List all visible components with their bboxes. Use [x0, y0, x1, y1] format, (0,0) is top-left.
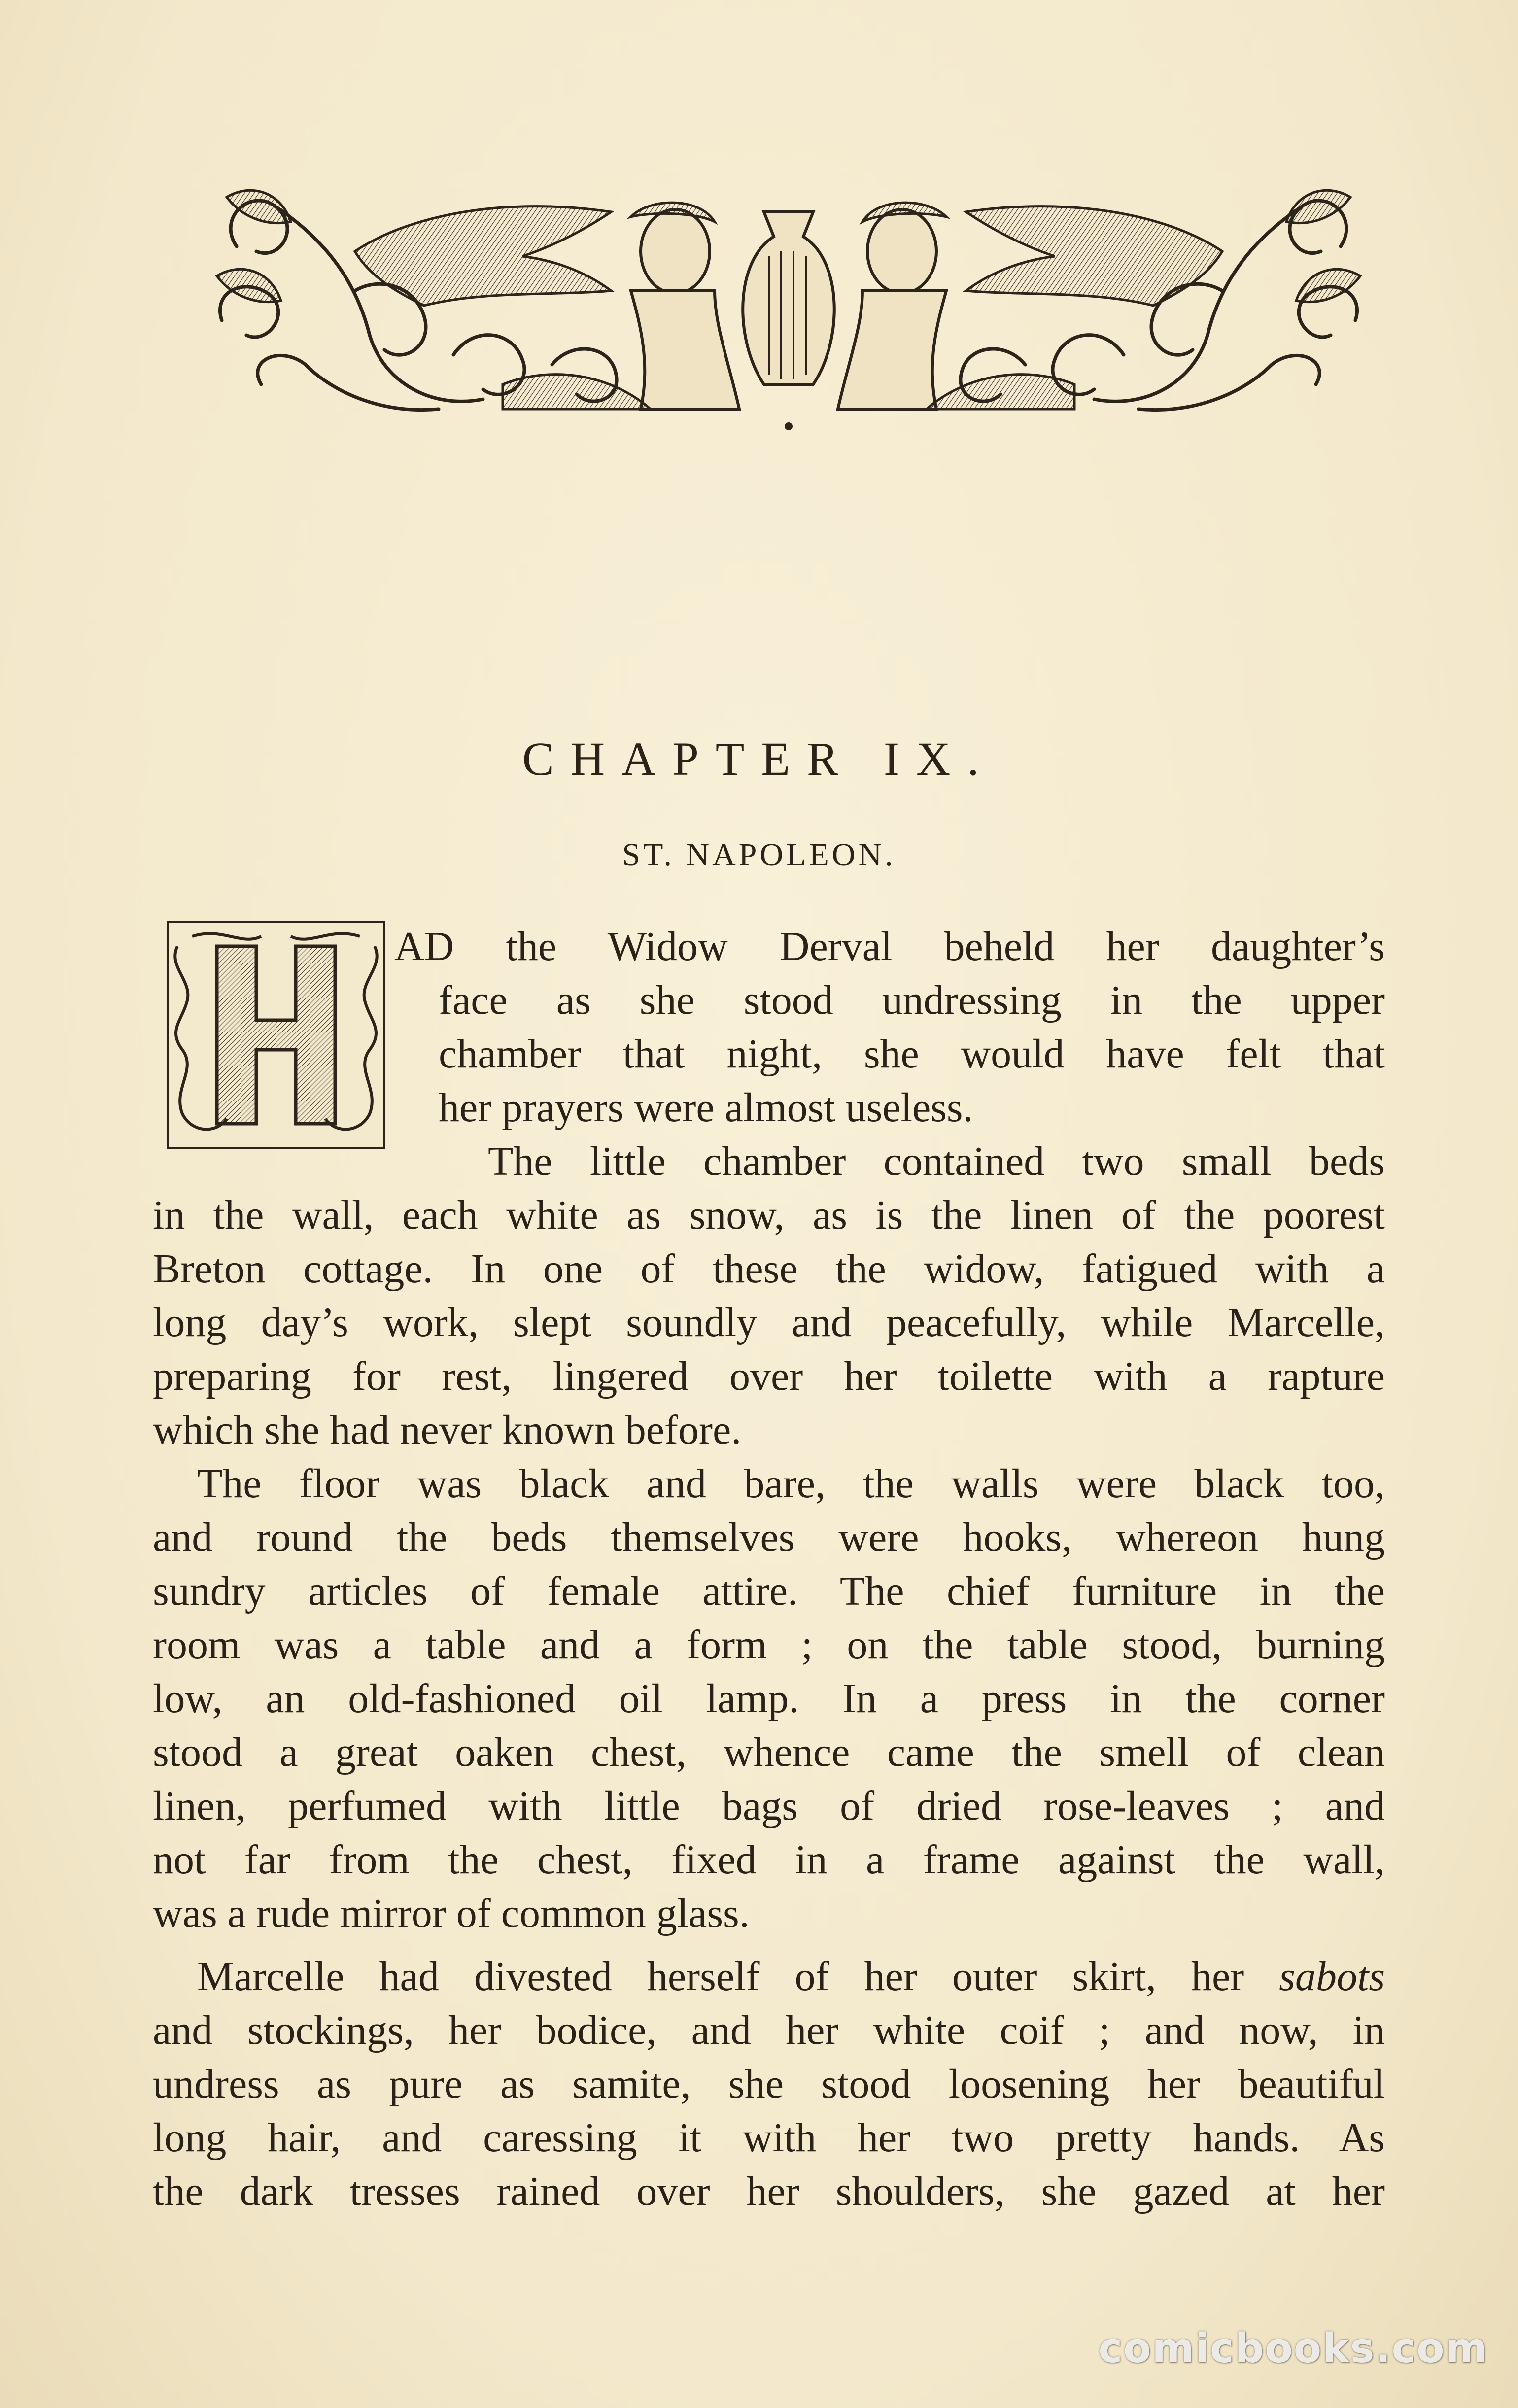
text-line: Breton cottage. In one of these the widow, fatigued with a: [153, 1246, 1385, 1292]
chapter-subtitle: ST. NAPOLEON.: [622, 837, 896, 873]
text-line: chamber that night, she would have felt that: [439, 1031, 1385, 1077]
text-line: face as she stood undressing in the upper: [439, 977, 1385, 1023]
text-line: long day’s work, slept soundly and peacefully, while Marcelle,: [153, 1300, 1385, 1345]
paragraph-4: [153, 1950, 1385, 2218]
text-line: The floor was black and bare, the walls were black too,: [197, 1461, 1385, 1507]
text-line: not far from the chest, fixed in a frame against the wall,: [153, 1837, 1385, 1883]
drop-cap-letter: H: [218, 948, 334, 1111]
italic-word: sabots: [1279, 1954, 1385, 1999]
drop-cap-h-icon: [163, 917, 389, 1153]
text-line: in the wall, each white as snow, as is the linen of the poorest: [153, 1192, 1385, 1238]
text-line: stood a great oaken chest, whence came the smell of clean: [153, 1729, 1385, 1775]
text-line: low, an old-fashioned oil lamp. In a press in the corner: [153, 1676, 1385, 1721]
ornamental-headpiece-icon: [207, 177, 1370, 434]
text-line: her prayers were almost useless.: [439, 1085, 973, 1131]
text-line: [153, 1950, 1385, 2003]
text-line: The little chamber contained two small beds: [488, 1138, 1385, 1184]
text-line: and stockings, her bodice, and her white coif ; and now, in: [153, 2007, 1385, 2053]
text-line: linen, perfumed with little bags of dried rose-leaves ; and: [153, 1783, 1385, 1829]
text-line: which she had never known before.: [153, 1407, 742, 1453]
text-line: room was a table and a form ; on the table stood, burning: [153, 1622, 1385, 1668]
paragraph-2: [153, 1135, 1385, 1457]
chapter-title: CHAPTER IX.: [522, 732, 996, 785]
text-line: the dark tresses rained over her shoulders, she gazed at her: [153, 2168, 1385, 2214]
paragraph-3: [153, 1457, 1385, 1940]
text-line: preparing for rest, lingered over her toilette with a rapture: [153, 1353, 1385, 1399]
text-line: sundry articles of female attire. The chief furniture in the: [153, 1568, 1385, 1614]
text-line: AD the Widow Derval beheld her daughter’s: [394, 924, 1385, 969]
text-line: was a rude mirror of common glass.: [153, 1891, 750, 1936]
text-line: and round the beds themselves were hooks, whereon hung: [153, 1514, 1385, 1560]
text-run: Marcelle had divested herself of her outer skirt, her: [197, 1954, 1244, 1999]
text-line: undress as pure as samite, she stood loosening her beautiful: [153, 2061, 1385, 2107]
watermark: comicbooks.com: [1098, 2325, 1488, 2372]
text-line: long hair, and caressing it with her two pretty hands. As: [153, 2115, 1385, 2161]
paragraph-1: [394, 920, 1385, 1135]
